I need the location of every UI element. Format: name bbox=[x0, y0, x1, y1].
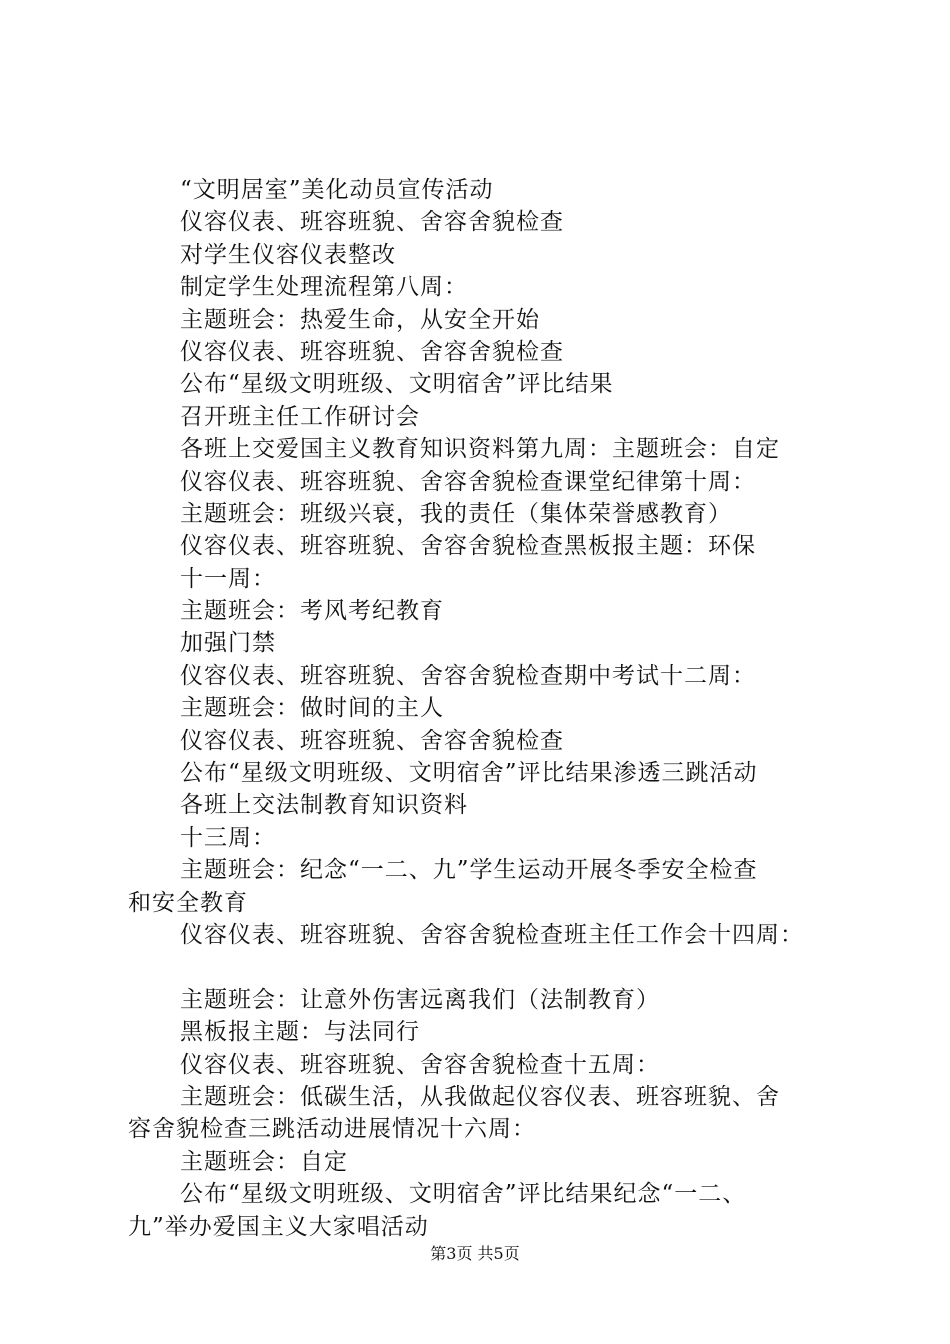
text-line: 各班上交法制教育知识资料 bbox=[180, 792, 468, 819]
text-line: 容舍貌检查三跳活动进展情况十六周： bbox=[128, 1116, 536, 1143]
text-line: “文明居室”美化动员宣传活动 bbox=[180, 177, 494, 203]
text-line: 主题班会：自定 bbox=[180, 1148, 348, 1175]
text-line: 公布“星级文明班级、文明宿舍”评比结果 bbox=[180, 371, 614, 398]
text-line: 和安全教育 bbox=[128, 889, 248, 916]
text-line: 仪容仪表、班容班貌、舍容舍貌检查 bbox=[180, 209, 564, 236]
text-line: 主题班会：做时间的主人 bbox=[180, 695, 444, 722]
text-line: 黑板报主题：与法同行 bbox=[180, 1019, 420, 1046]
text-line: 对学生仪容仪表整改 bbox=[180, 241, 396, 268]
text-line: 主题班会：低碳生活，从我做起仪容仪表、班容班貌、舍 bbox=[180, 1083, 780, 1110]
document-body bbox=[128, 174, 848, 1243]
text-line: 十三周： bbox=[180, 824, 276, 851]
text-line: 制定学生处理流程第八周： bbox=[180, 274, 468, 301]
text-line: 仪容仪表、班容班貌、舍容舍貌检查课堂纪律第十周： bbox=[180, 468, 756, 495]
text-line: 召开班主任工作研讨会 bbox=[180, 403, 420, 430]
text-line: 仪容仪表、班容班貌、舍容舍貌检查 bbox=[180, 727, 564, 754]
text-line: 主题班会：让意外伤害远离我们（法制教育） bbox=[180, 986, 660, 1013]
text-line: 主题班会：考风考纪教育 bbox=[180, 598, 444, 625]
page-footer: 第3页 共5页 bbox=[430, 1244, 520, 1263]
text-line: 各班上交爱国主义教育知识资料第九周：主题班会：自定 bbox=[180, 436, 780, 463]
text-line: 仪容仪表、班容班貌、舍容舍貌检查黑板报主题：环保 bbox=[180, 533, 756, 560]
text-line: 十一周： bbox=[180, 565, 276, 592]
text-line: 公布“星级文明班级、文明宿舍”评比结果纪念“一二、 bbox=[180, 1181, 747, 1208]
text-line: 仪容仪表、班容班貌、舍容舍貌检查班主任工作会十四周： bbox=[180, 921, 804, 948]
text-line: 仪容仪表、班容班貌、舍容舍貌检查期中考试十二周： bbox=[180, 662, 756, 689]
text-line: 主题班会：班级兴衰，我的责任（集体荣誉感教育） bbox=[180, 500, 732, 527]
text-line: 加强门禁 bbox=[180, 630, 276, 657]
text-line: 仪容仪表、班容班貌、舍容舍貌检查十五周： bbox=[180, 1051, 660, 1078]
text-line: 主题班会：热爱生命，从安全开始 bbox=[180, 306, 540, 333]
text-line: 仪容仪表、班容班貌、舍容舍貌检查 bbox=[180, 338, 564, 365]
text-line: 主题班会：纪念“一二、九”学生运动开展冬季安全检查 bbox=[180, 857, 758, 884]
text-line: 九”举办爱国主义大家唱活动 bbox=[128, 1213, 429, 1240]
text-line: 公布“星级文明班级、文明宿舍”评比结果渗透三跳活动 bbox=[180, 760, 758, 787]
text-line bbox=[128, 951, 848, 983]
